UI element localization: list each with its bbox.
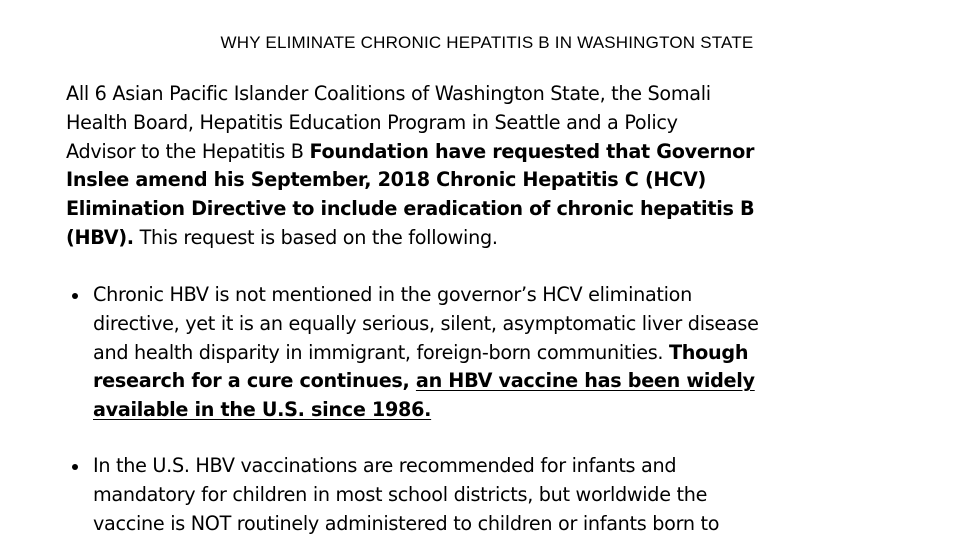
bullet-2-line-2: mandatory for children in most school districts, but worldwide the [93, 482, 708, 506]
bullet-icon [72, 293, 78, 299]
intro-line-5: Elimination Directive to include eradication of chronic hepatitis B [66, 197, 755, 221]
intro-line-1: All 6 Asian Pacific Islander Coalitions of Washington State, the Somali [66, 82, 711, 105]
bullet-icon [72, 464, 78, 470]
intro-paragraph [66, 80, 946, 253]
bullet-1-line-5: available in the U.S. since 1986. [93, 398, 432, 422]
bullet-2-line-1: In the U.S. HBV vaccinations are recommended for infants and [93, 454, 677, 477]
intro-line-2: Health Board, Hepatitis Education Program in Seattle and a Policy [66, 110, 678, 134]
bullet-1-line-3 [93, 339, 933, 368]
intro-line-3 [66, 138, 946, 167]
bullet-1-line-1: Chronic HBV is not mentioned in the governor’s HCV elimination [93, 283, 692, 306]
bullet-1-line-3-bold: Though [669, 340, 749, 364]
intro-line-3-plain: Advisor to the Hepatitis B [66, 139, 310, 163]
bullet-text [93, 281, 933, 425]
intro-line-6 [66, 224, 946, 253]
document-title: WHY ELIMINATE CHRONIC HEPATITIS B IN WASHINGTON STATE [220, 33, 754, 52]
bullet-1-line-2: directive, yet it is an equally serious, silent, asymptomatic liver disease [93, 311, 759, 335]
bullet-text [93, 452, 933, 538]
intro-line-6-plain: This request is based on the following. [133, 225, 498, 249]
bullet-1-line-4-bold: research for a cure continues, [93, 369, 416, 393]
intro-line-3-bold: Foundation have requested that Governor [309, 139, 755, 163]
intro-line-6-bold: (HBV). [66, 225, 134, 249]
bullet-1-line-4-underline: an HBV vaccine has been widely [415, 369, 755, 393]
bullet-1-line-4 [93, 367, 933, 396]
intro-line-4: Inslee amend his September, 2018 Chronic Hepatitis C (HCV) [66, 168, 706, 192]
bullet-2-line-3: vaccine is NOT routinely administered to children or infants born to [93, 511, 720, 535]
bullet-1-line-3-plain: and health disparity in immigrant, foreign-born communities. [93, 340, 669, 364]
